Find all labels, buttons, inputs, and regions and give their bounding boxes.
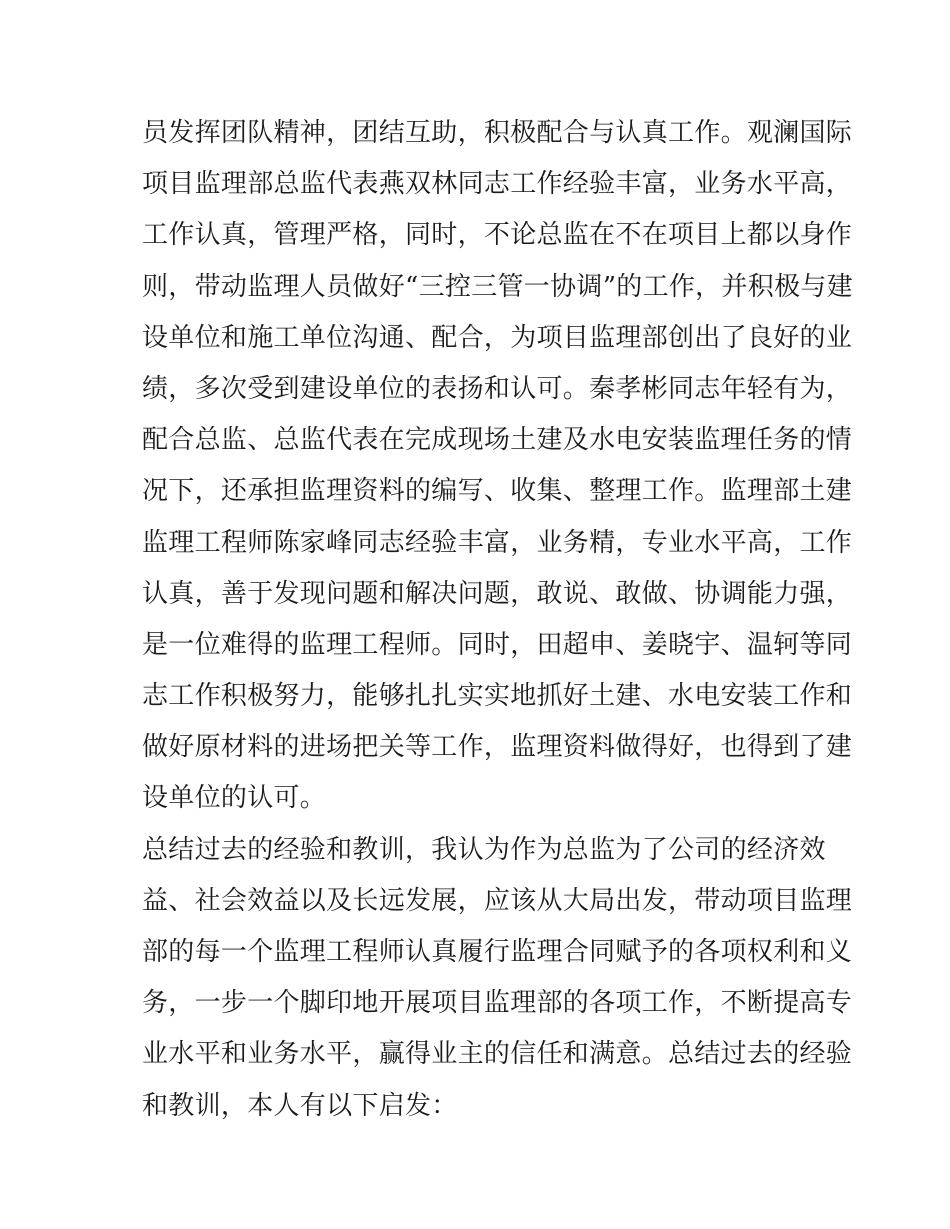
- paragraph-1: [142, 108, 853, 825]
- text-line: 监理工程师陈家峰同志经验丰富，业务精，专业水平高，工作: [142, 527, 853, 558]
- text-line: 设单位和施工单位沟通、配合，为项目监理部创出了良好的业: [142, 322, 853, 353]
- text-line: 工作认真，管理严格，同时，不论总监在不在项目上都以身作: [142, 220, 853, 251]
- text-line: 认真，善于发现问题和解决问题，敢说、敢做、协调能力强，: [142, 578, 853, 609]
- text-line: 务，一步一个脚印地开展项目监理部的各项工作，不断提高专: [142, 988, 853, 1019]
- text-line: 志工作积极努力，能够扎扎实实地抓好土建、水电安装工作和: [142, 681, 853, 712]
- text-line: 设单位的认可。: [142, 783, 327, 814]
- text-line: 是一位难得的监理工程师。同时，田超申、姜晓宇、温轲等同: [142, 629, 853, 660]
- text-line: 业水平和业务水平，赢得业主的信任和满意。总结过去的经验: [142, 1039, 853, 1070]
- text-line: 项目监理部总监代表燕双林同志工作经验丰富，业务水平高，: [142, 169, 853, 200]
- text-line: 部的每一个监理工程师认真履行监理合同赋予的各项权利和义: [142, 937, 853, 967]
- document-body: [142, 108, 853, 1132]
- text-line: 益、社会效益以及长远发展，应该从大局出发，带动项目监理: [142, 885, 853, 916]
- text-line: 总结过去的经验和教训，我认为作为总监为了公司的经济效: [142, 834, 826, 865]
- paragraph-2: [142, 825, 853, 1132]
- text-line: 做好原材料的进场把关等工作，监理资料做得好，也得到了建: [142, 732, 853, 763]
- text-line: 员发挥团队精神，团结互助，积极配合与认真工作。观澜国际: [142, 118, 853, 148]
- text-line: 则，带动监理人员做好“三控三管一协调”的工作，并积极与建: [142, 271, 853, 302]
- text-line: 绩，多次受到建设单位的表扬和认可。秦孝彬同志年轻有为，: [142, 373, 853, 404]
- text-line: 况下，还承担监理资料的编写、收集、整理工作。监理部土建: [142, 476, 853, 507]
- text-line: 和教训，本人有以下启发：: [142, 1090, 458, 1121]
- text-line: 配合总监、总监代表在完成现场土建及水电安装监理任务的情: [142, 425, 853, 456]
